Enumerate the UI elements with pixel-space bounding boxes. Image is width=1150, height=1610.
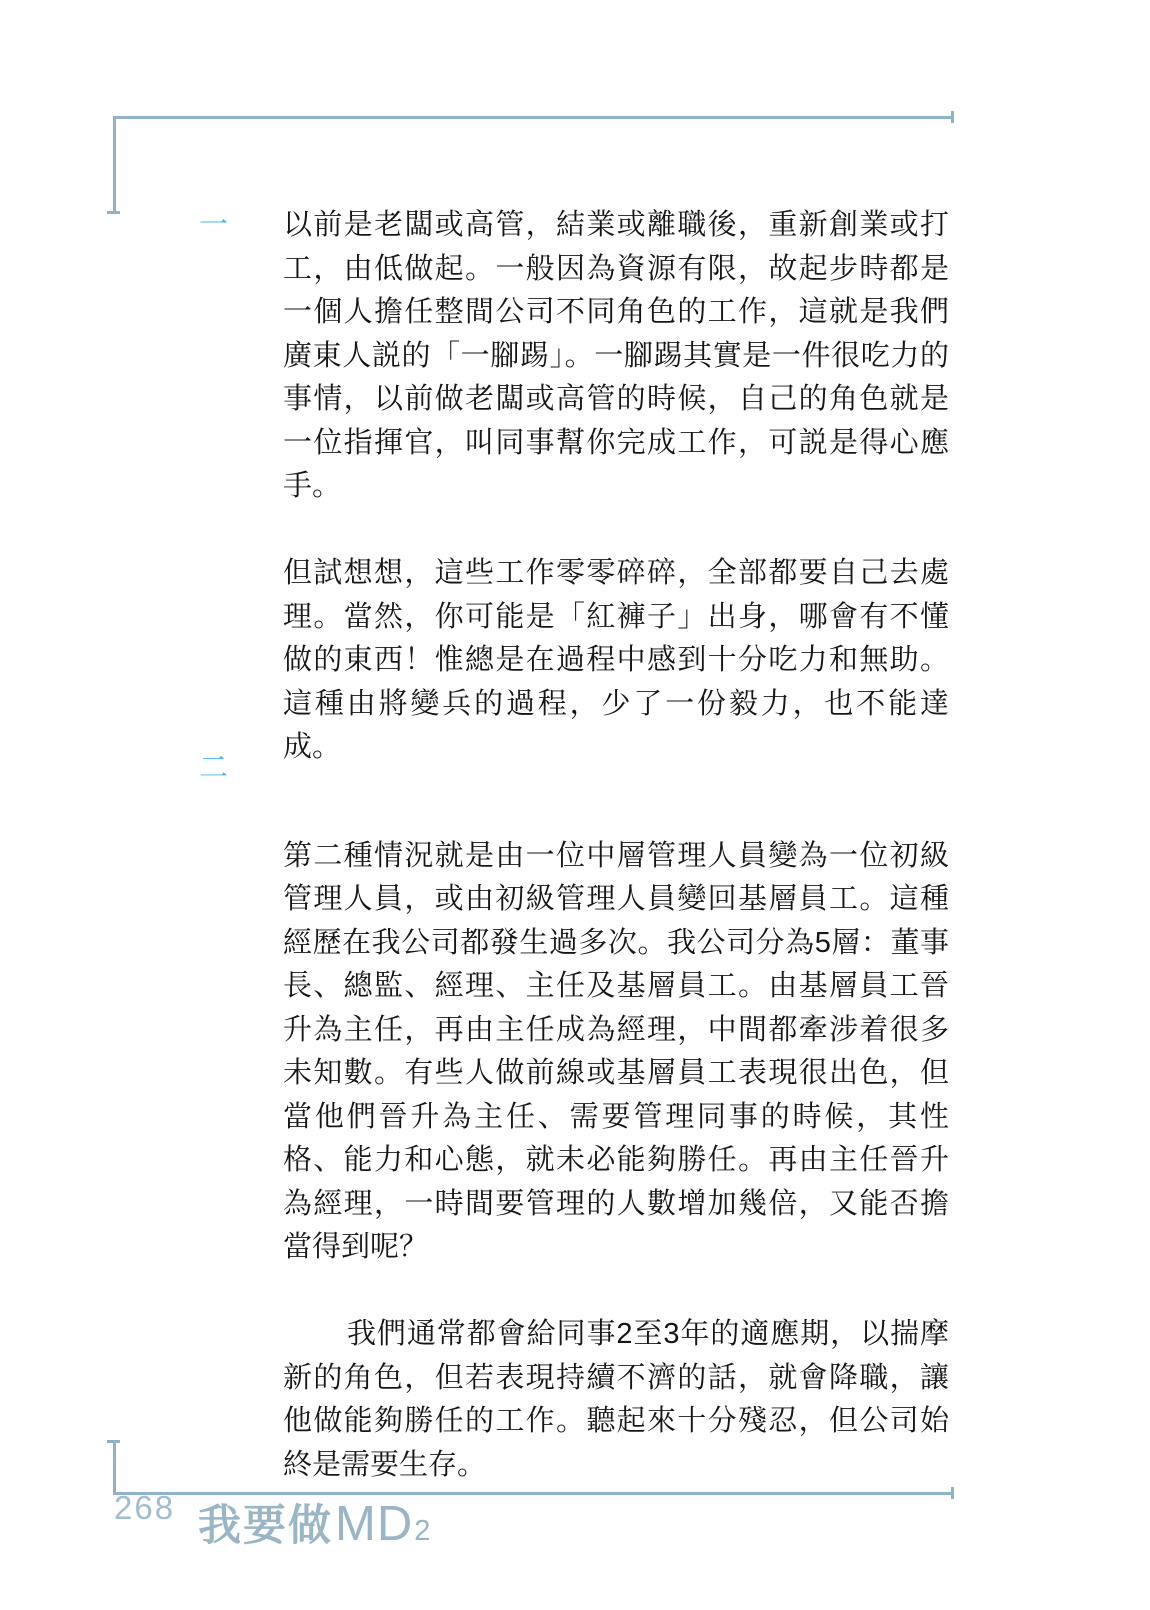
top-corner-mark-right-tick	[951, 111, 954, 123]
bottom-corner-mark-right-tick	[951, 1487, 954, 1499]
book-title	[198, 1492, 430, 1553]
paragraph: 我們通常都會給同事2至3年的適應期，以揣摩新的角色，但若表現持續不濟的話，就會降職，讓他做能夠勝任的工作。聽起來十分殘忍，但公司始終是需要生存。	[283, 1318, 949, 1481]
top-corner-mark-vertical	[113, 116, 116, 213]
book-title-subscript: 2	[414, 1515, 431, 1547]
bottom-corner-mark-vertical	[113, 1441, 116, 1494]
body-text-column	[283, 204, 949, 1487]
paragraph: 但試想想，這些工作零零碎碎，全部都要自己去處理。當然，你可能是「紅褲子」出身，哪會有不懂做的東西！惟總是在過程中感到十分吃力和無助。這種由將變兵的過程，少了一份毅力，也不能達成。	[283, 557, 949, 763]
list-item-two	[283, 835, 949, 1488]
paragraph: 第二種情況就是由一位中層管理人員變為一位初級管理人員，或由初級管理人員變回基層員工。這種經歷在我公司都發生過多次。我公司分為5層：董事長、總監、經理、主任及基層員工。由基層員工晉升為主任，再由主任成為經理，中間都牽涉着很多未知數。有些人做前線或基層員工表現很出色，但當他們晉升為主任、需要管理同事的時候，其性格、能力和心態，就未必能夠勝任。再由主任晉升為經理，一時間要管理的人數增加幾倍，又能否擔當得到呢？	[283, 839, 949, 1263]
book-title-cjk: 我要做	[198, 1502, 333, 1550]
list-number-one: 一	[199, 209, 229, 241]
book-title-latin: MD	[335, 1497, 414, 1551]
top-corner-mark-horizontal	[113, 116, 953, 119]
list-number-two: 二	[199, 752, 229, 784]
top-corner-mark-foot-tick	[107, 211, 120, 214]
paragraph: 以前是老闆或高管，結業或離職後，重新創業或打工，由低做起。一般因為資源有限，故起步時都是一個人擔任整間公司不同角色的工作，這就是我們廣東人説的「一腳踢」。一腳踢其實是一件很吃力的事情，以前做老闆或高管的時候，自己的角色就是一位指揮官，叫同事幫你完成工作，可説是得心應手。	[283, 209, 949, 502]
list-item-one	[283, 204, 949, 770]
page-number: 268	[114, 1489, 176, 1526]
